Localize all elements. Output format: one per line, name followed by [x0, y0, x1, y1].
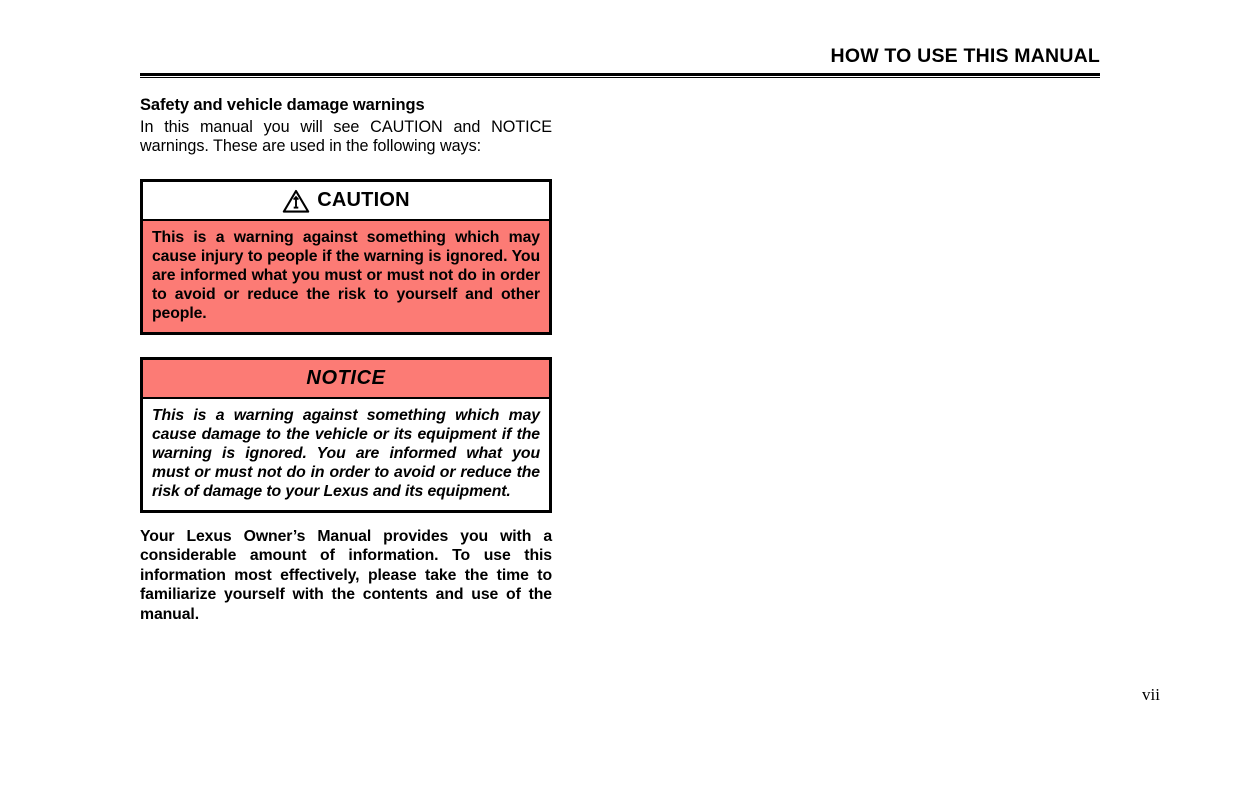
notice-box-title: NOTICE	[306, 367, 386, 390]
page-running-header	[140, 46, 1100, 78]
page-title: HOW TO USE THIS MANUAL	[830, 45, 1100, 67]
caution-box-body	[143, 221, 549, 332]
notice-box-body-text: This is a warning against something which may cause damage to the vehicle or its equipment if the warning is ignored. You are informed what you must or must not do in order to avoid or reduce the risk of damage to your Lexus and its equipment.	[152, 406, 540, 501]
caution-box-body-text: This is a warning against something which may cause injury to people if the warning is ignored. You are informed what you must or must not do in order to avoid or reduce the risk to yourself and other people.	[152, 228, 540, 323]
content-column	[140, 95, 552, 640]
caution-box-title: CAUTION	[317, 189, 410, 212]
intro-paragraph: In this manual you will see CAUTION and NOTICE warnings. These are used in the following ways:	[140, 117, 552, 156]
caution-box-header	[143, 182, 549, 221]
notice-box-header	[143, 360, 549, 399]
header-rule-thin	[140, 77, 1100, 78]
header-rule-thick	[140, 73, 1100, 76]
warning-triangle-icon	[282, 189, 310, 213]
closing-paragraph: Your Lexus Owner’s Manual provides you with a considerable amount of information. To use this information most effectively, please take the time to familiarize yourself with the contents and use of the manual.	[140, 527, 552, 624]
page-number: vii	[1142, 685, 1160, 704]
notice-box	[140, 357, 552, 513]
caution-box	[140, 179, 552, 335]
notice-box-body	[143, 399, 549, 510]
section-heading: Safety and vehicle damage warnings	[140, 96, 425, 114]
